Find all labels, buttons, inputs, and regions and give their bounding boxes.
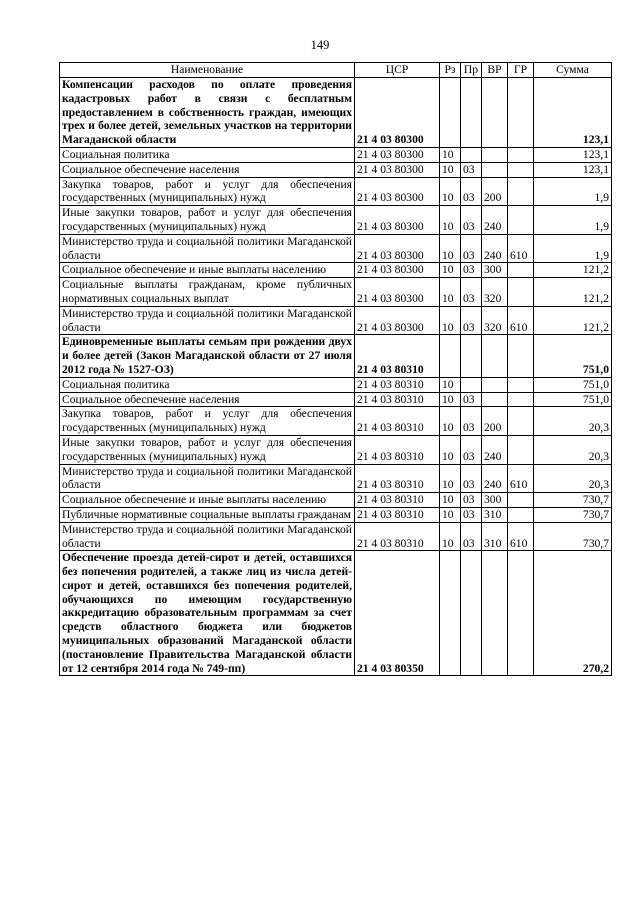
table-row	[60, 392, 612, 407]
cell-vr	[482, 147, 508, 162]
cell-gr: 610	[508, 234, 534, 263]
cell-sum: 1,9	[534, 177, 612, 206]
cell-rz: 10	[440, 493, 461, 508]
cell-name: Обеспечение проезда детей-сирот и детей, оставшихся без попечения родителей, а также лиц из числа детей-сирот и детей, оставшихся без попечения родителей, обучающихся по имеющим государственную аккредитацию образовательным программам за счет средств областного бюджета или бюджетов муниципальных образований Магаданской области (постановление Правительства Магаданской области от 12 сентября 2014 года № 749-пп)	[60, 551, 355, 676]
cell-rz: 10	[440, 263, 461, 278]
cell-name: Социальное обеспечение и иные выплаты населению	[60, 263, 355, 278]
cell-pr: 03	[461, 234, 482, 263]
table-row	[60, 162, 612, 177]
cell-gr	[508, 435, 534, 464]
cell-gr	[508, 206, 534, 235]
cell-pr: 03	[461, 263, 482, 278]
table-row	[60, 464, 612, 493]
cell-rz: 10	[440, 306, 461, 335]
cell-rz: 10	[440, 522, 461, 551]
cell-pr: 03	[461, 306, 482, 335]
table-row	[60, 407, 612, 436]
cell-rz: 10	[440, 377, 461, 392]
cell-gr	[508, 377, 534, 392]
column-header-sum: Сумма	[534, 63, 612, 78]
cell-rz	[440, 78, 461, 148]
cell-name: Иные закупки товаров, работ и услуг для обеспечения государственных (муниципальных) нужд	[60, 206, 355, 235]
cell-rz: 10	[440, 464, 461, 493]
table-row	[60, 522, 612, 551]
cell-csr: 21 4 03 80300	[355, 162, 440, 177]
cell-vr	[482, 392, 508, 407]
cell-rz: 10	[440, 507, 461, 522]
cell-sum: 123,1	[534, 78, 612, 148]
table-row	[60, 263, 612, 278]
cell-csr: 21 4 03 80310	[355, 407, 440, 436]
cell-gr	[508, 507, 534, 522]
cell-pr	[461, 551, 482, 676]
table-row	[60, 335, 612, 377]
cell-rz	[440, 335, 461, 377]
cell-vr: 240	[482, 464, 508, 493]
table-row	[60, 278, 612, 307]
cell-csr: 21 4 03 80310	[355, 377, 440, 392]
cell-vr: 300	[482, 493, 508, 508]
cell-csr: 21 4 03 80310	[355, 335, 440, 377]
cell-pr	[461, 335, 482, 377]
cell-rz: 10	[440, 234, 461, 263]
cell-name: Министерство труда и социальной политики Магаданской области	[60, 464, 355, 493]
cell-sum: 121,2	[534, 306, 612, 335]
cell-name: Социальная политика	[60, 147, 355, 162]
cell-sum: 20,3	[534, 435, 612, 464]
cell-rz: 10	[440, 392, 461, 407]
cell-pr	[461, 377, 482, 392]
cell-pr: 03	[461, 522, 482, 551]
cell-name: Компенсации расходов по оплате проведения кадастровых работ в связи с бесплатным предоставлением в собственность граждан, имеющих трех и более детей, земельных участков на территории Магаданской области	[60, 78, 355, 148]
cell-sum: 751,0	[534, 377, 612, 392]
cell-vr: 310	[482, 522, 508, 551]
table-header-row	[60, 63, 612, 78]
cell-csr: 21 4 03 80300	[355, 278, 440, 307]
cell-sum: 123,1	[534, 162, 612, 177]
cell-csr: 21 4 03 80310	[355, 435, 440, 464]
cell-csr: 21 4 03 80300	[355, 263, 440, 278]
table-row	[60, 507, 612, 522]
cell-csr: 21 4 03 80300	[355, 177, 440, 206]
cell-rz: 10	[440, 147, 461, 162]
cell-vr	[482, 377, 508, 392]
cell-sum: 751,0	[534, 392, 612, 407]
cell-sum: 730,7	[534, 522, 612, 551]
budget-table	[59, 62, 612, 676]
cell-name: Закупка товаров, работ и услуг для обеспечения государственных (муниципальных) нужд	[60, 407, 355, 436]
cell-gr	[508, 263, 534, 278]
table-row	[60, 551, 612, 676]
cell-sum: 123,1	[534, 147, 612, 162]
column-header-vr: ВР	[482, 63, 508, 78]
cell-csr: 21 4 03 80300	[355, 147, 440, 162]
cell-name: Социальное обеспечение и иные выплаты населению	[60, 493, 355, 508]
cell-rz: 10	[440, 435, 461, 464]
cell-sum: 751,0	[534, 335, 612, 377]
cell-pr: 03	[461, 278, 482, 307]
cell-sum: 730,7	[534, 493, 612, 508]
cell-vr: 200	[482, 177, 508, 206]
cell-csr: 21 4 03 80300	[355, 206, 440, 235]
cell-csr: 21 4 03 80310	[355, 507, 440, 522]
cell-pr: 03	[461, 392, 482, 407]
cell-name: Социальные выплаты гражданам, кроме публичных нормативных социальных выплат	[60, 278, 355, 307]
cell-pr: 03	[461, 177, 482, 206]
table-row	[60, 177, 612, 206]
table-row	[60, 234, 612, 263]
cell-csr: 21 4 03 80300	[355, 234, 440, 263]
cell-csr: 21 4 03 80300	[355, 306, 440, 335]
table-row	[60, 493, 612, 508]
cell-pr	[461, 78, 482, 148]
cell-name: Социальное обеспечение населения	[60, 392, 355, 407]
cell-csr: 21 4 03 80300	[355, 78, 440, 148]
table-row	[60, 435, 612, 464]
cell-vr: 200	[482, 407, 508, 436]
column-header-rz: Рз	[440, 63, 461, 78]
cell-vr	[482, 551, 508, 676]
cell-name: Единовременные выплаты семьям при рождении двух и более детей (Закон Магаданской области от 27 июля 2012 года № 1527-ОЗ)	[60, 335, 355, 377]
cell-sum: 1,9	[534, 234, 612, 263]
cell-csr: 21 4 03 80310	[355, 464, 440, 493]
cell-gr: 610	[508, 464, 534, 493]
cell-sum: 121,2	[534, 278, 612, 307]
cell-vr: 310	[482, 507, 508, 522]
cell-name: Закупка товаров, работ и услуг для обеспечения государственных (муниципальных) нужд	[60, 177, 355, 206]
cell-vr: 320	[482, 306, 508, 335]
cell-gr	[508, 392, 534, 407]
cell-name: Министерство труда и социальной политики Магаданской области	[60, 306, 355, 335]
cell-name: Министерство труда и социальной политики Магаданской области	[60, 522, 355, 551]
cell-gr	[508, 147, 534, 162]
cell-rz	[440, 551, 461, 676]
cell-sum: 20,3	[534, 464, 612, 493]
cell-rz: 10	[440, 407, 461, 436]
cell-pr: 03	[461, 507, 482, 522]
cell-gr	[508, 278, 534, 307]
cell-pr: 03	[461, 493, 482, 508]
cell-name: Социальное обеспечение населения	[60, 162, 355, 177]
cell-sum: 730,7	[534, 507, 612, 522]
cell-sum: 1,9	[534, 206, 612, 235]
cell-name: Министерство труда и социальной политики Магаданской области	[60, 234, 355, 263]
cell-pr: 03	[461, 464, 482, 493]
cell-rz: 10	[440, 278, 461, 307]
cell-pr: 03	[461, 435, 482, 464]
cell-rz: 10	[440, 206, 461, 235]
cell-vr	[482, 162, 508, 177]
table-row	[60, 78, 612, 148]
cell-gr	[508, 493, 534, 508]
cell-vr: 240	[482, 435, 508, 464]
cell-gr	[508, 162, 534, 177]
cell-sum: 270,2	[534, 551, 612, 676]
cell-vr	[482, 335, 508, 377]
cell-rz: 10	[440, 177, 461, 206]
cell-csr: 21 4 03 80310	[355, 392, 440, 407]
cell-csr: 21 4 03 80310	[355, 522, 440, 551]
cell-pr: 03	[461, 407, 482, 436]
cell-vr: 240	[482, 206, 508, 235]
cell-pr: 03	[461, 206, 482, 235]
cell-sum: 121,2	[534, 263, 612, 278]
cell-gr	[508, 78, 534, 148]
column-header-csr: ЦСР	[355, 63, 440, 78]
table-row	[60, 306, 612, 335]
table-row	[60, 377, 612, 392]
column-header-pr: Пр	[461, 63, 482, 78]
cell-vr: 300	[482, 263, 508, 278]
cell-pr	[461, 147, 482, 162]
cell-rz: 10	[440, 162, 461, 177]
page-number: 149	[310, 38, 330, 52]
cell-gr: 610	[508, 306, 534, 335]
cell-vr: 320	[482, 278, 508, 307]
cell-vr: 240	[482, 234, 508, 263]
cell-gr: 610	[508, 522, 534, 551]
cell-csr: 21 4 03 80310	[355, 493, 440, 508]
table-row	[60, 206, 612, 235]
cell-gr	[508, 177, 534, 206]
cell-name: Публичные нормативные социальные выплаты гражданам	[60, 507, 355, 522]
cell-vr	[482, 78, 508, 148]
column-header-name: Наименование	[60, 63, 355, 78]
cell-name: Иные закупки товаров, работ и услуг для обеспечения государственных (муниципальных) нужд	[60, 435, 355, 464]
cell-csr: 21 4 03 80350	[355, 551, 440, 676]
cell-gr	[508, 551, 534, 676]
cell-pr: 03	[461, 162, 482, 177]
cell-gr	[508, 335, 534, 377]
cell-sum: 20,3	[534, 407, 612, 436]
column-header-gr: ГР	[508, 63, 534, 78]
table-body	[60, 78, 612, 676]
cell-gr	[508, 407, 534, 436]
cell-name: Социальная политика	[60, 377, 355, 392]
table-row	[60, 147, 612, 162]
